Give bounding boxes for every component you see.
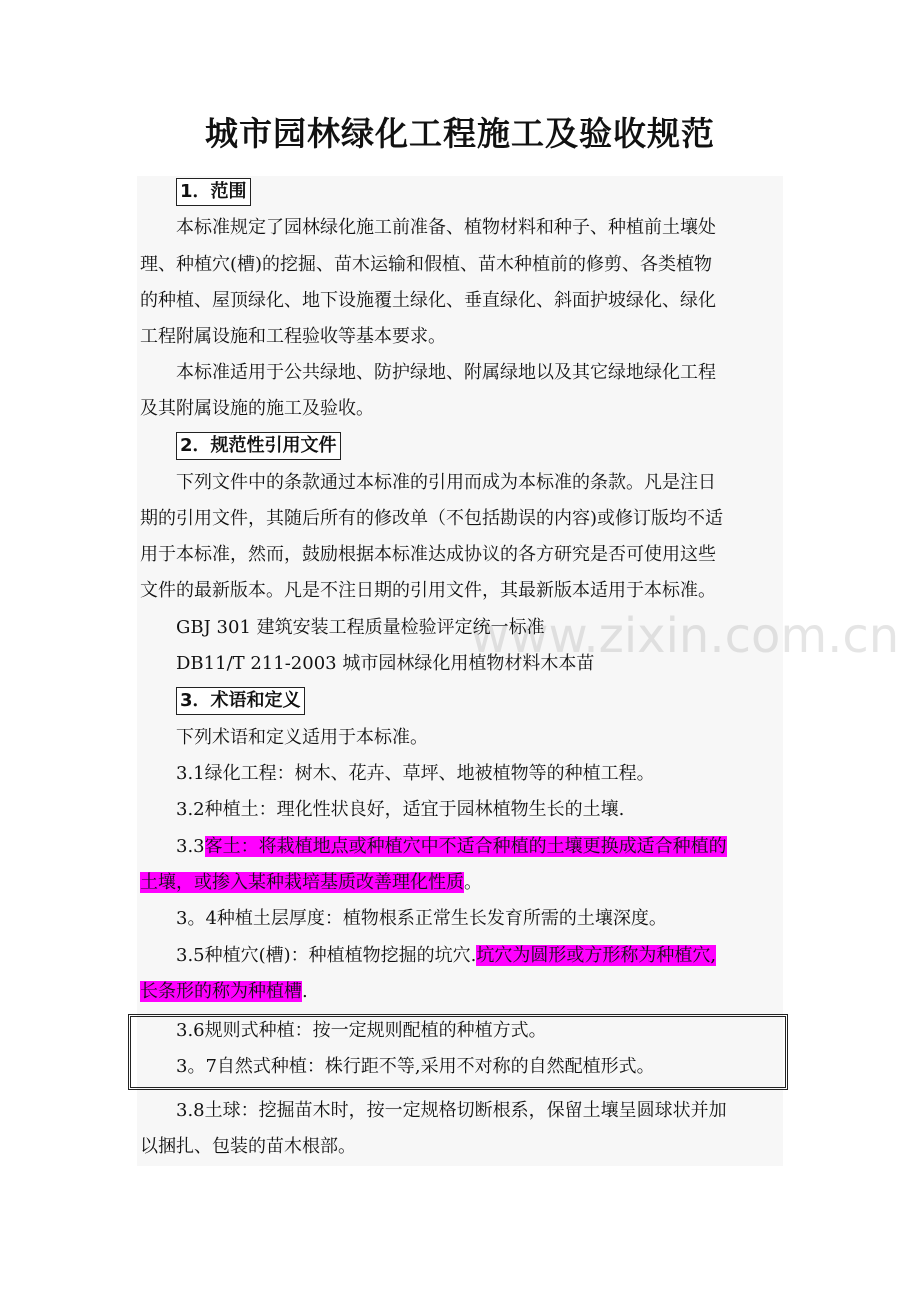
- term-3-5-highlight: 坑穴为圆形或方形称为种植穴,: [476, 945, 717, 966]
- s1-p1-line: 工程附属设施和工程验收等基本要求。: [140, 326, 446, 347]
- watermark: www.zixin.com.cn: [470, 608, 900, 664]
- page-title: 城市园林绿化工程施工及验收规范: [205, 114, 715, 153]
- term-3-8: 3.8土球：挖掘苗木时，按一定规格切断根系，保留土壤呈圆球状并加: [176, 1100, 727, 1121]
- reference-2: DB11/T 211-2003 城市园林绿化用植物材料木本苗: [176, 653, 595, 674]
- section-2-heading: 2．规范性引用文件: [176, 432, 341, 460]
- s1-p2-line: 本标准适用于公共绿地、防护绿地、附属绿地以及其它绿地绿化工程: [176, 362, 716, 383]
- term-3-7: 3。7自然式种植：株行距不等,采用不对称的自然配植形式。: [176, 1056, 655, 1077]
- term-3-5-end: .: [302, 981, 308, 1002]
- s2-p1-line: 期的引用文件，其随后所有的修改单（不包括勘误的内容)或修订版均不适: [140, 508, 724, 529]
- s1-p1-line: 本标准规定了园林绿化施工前准备、植物材料和种子、种植前土壤处: [176, 217, 716, 238]
- section-1-heading: 1．范围: [176, 178, 251, 206]
- term-3-8-cont: 以捆扎、包装的苗木根部。: [140, 1136, 356, 1157]
- term-3-3-number: 3.3: [176, 836, 205, 857]
- term-3-1: 3.1绿化工程：树木、花卉、草坪、地被植物等的种植工程。: [176, 763, 655, 784]
- s1-p1-line: 理、种植穴(槽)的挖掘、苗木运输和假植、苗木种植前的修剪、各类植物: [140, 254, 713, 275]
- s2-p1-line: 文件的最新版本。凡是不注日期的引用文件，其最新版本适用于本标准。: [140, 580, 716, 601]
- term-3-5-highlight: 长条形的称为种植槽: [140, 981, 302, 1002]
- term-3-3-highlight: 土壤，或掺入某种栽培基质改善理化性质: [140, 872, 464, 893]
- term-3-5: [176, 943, 716, 969]
- s1-p2-line: 及其附属设施的施工及验收。: [140, 398, 374, 419]
- s1-p1-line: 的种植、屋顶绿化、地下设施覆土绿化、垂直绿化、斜面护坡绿化、绿化: [140, 290, 716, 311]
- term-3-3-highlight: 客土：将栽植地点或种植穴中不适合种植的土壤更换成适合种植的: [204, 836, 727, 857]
- reference-1: GBJ 301 建筑安装工程质量检验评定统一标准: [176, 617, 545, 638]
- s2-p1-line: 下列文件中的条款通过本标准的引用而成为本标准的条款。凡是注日: [176, 472, 716, 493]
- term-3-3-cont: [140, 870, 482, 896]
- s2-p1-line: 用于本标准，然而，鼓励根据本标准达成协议的各方研究是否可使用这些: [140, 544, 716, 565]
- term-3-4: 3。4种植土层厚度：植物根系正常生长发育所需的土壤深度。: [176, 908, 667, 929]
- term-3-5-cont: [140, 979, 308, 1005]
- section-3-heading: 3．术语和定义: [176, 687, 305, 715]
- term-3-3: [176, 834, 727, 860]
- s3-intro: 下列术语和定义适用于本标准。: [176, 727, 428, 748]
- term-3-6: 3.6规则式种植：按一定规则配植的种植方式。: [176, 1020, 547, 1041]
- term-3-3-end: 。: [464, 872, 482, 893]
- term-3-5-text: 3.5种植穴(槽)：种植植物挖掘的坑穴.: [176, 945, 477, 966]
- term-3-2: 3.2种植土：理化性状良好，适宜于园林植物生长的土壤.: [176, 799, 625, 820]
